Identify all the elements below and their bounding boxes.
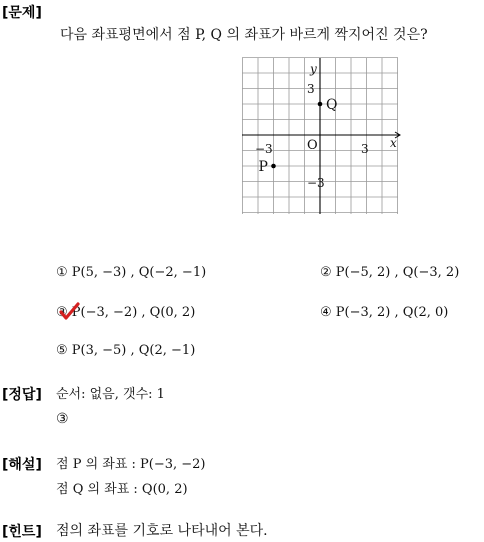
x-axis-label: x <box>390 136 397 150</box>
tick-x-pos: 3 <box>361 142 369 156</box>
explanation-line-2: 점 Q 의 좌표 : Q(0, 2) <box>56 482 188 497</box>
question-text: 다음 좌표평면에서 점 P, Q 의 좌표가 바르게 짝지어진 것은? <box>60 27 428 43</box>
point-q-label: Q <box>326 97 338 113</box>
explanation-line-1: 점 P 의 좌표 : P(−3, −2) <box>56 457 206 472</box>
tick-x-neg: −3 <box>255 142 273 156</box>
choice-5[interactable]: ⑤ P(3, −5) , Q(2, −1) <box>56 343 196 358</box>
y-axis-label: y <box>310 62 317 76</box>
hint-text: 점의 좌표를 기호로 나타내어 본다. <box>56 523 268 539</box>
answer-meta: 순서: 없음, 갯수: 1 <box>56 387 165 402</box>
choice-1[interactable]: ① P(5, −3) , Q(−2, −1) <box>56 265 207 280</box>
answer-tag: [정답] <box>2 387 42 403</box>
coordinate-graph <box>240 56 402 216</box>
tick-y-pos: 3 <box>307 82 315 96</box>
choice-2[interactable]: ② P(−5, 2) , Q(−3, 2) <box>320 265 460 280</box>
origin-label: O <box>307 138 318 153</box>
graph-points <box>259 97 338 175</box>
point-p-dot <box>271 164 276 169</box>
hint-tag: [힌트] <box>2 524 42 540</box>
graph-axes <box>242 58 400 214</box>
point-q-dot <box>318 102 323 107</box>
problem-tag: [문제] <box>2 5 42 21</box>
tick-y-neg: −3 <box>307 176 325 190</box>
choice-4[interactable]: ④ P(−3, 2) , Q(2, 0) <box>320 305 449 320</box>
check-mark-icon <box>58 300 80 322</box>
point-p-label: P <box>258 159 268 175</box>
choice-3[interactable]: ③ P(−3, −2) , Q(0, 2) <box>56 305 196 320</box>
answer-value: ③ <box>56 411 69 427</box>
explanation-tag: [해설] <box>2 457 42 473</box>
